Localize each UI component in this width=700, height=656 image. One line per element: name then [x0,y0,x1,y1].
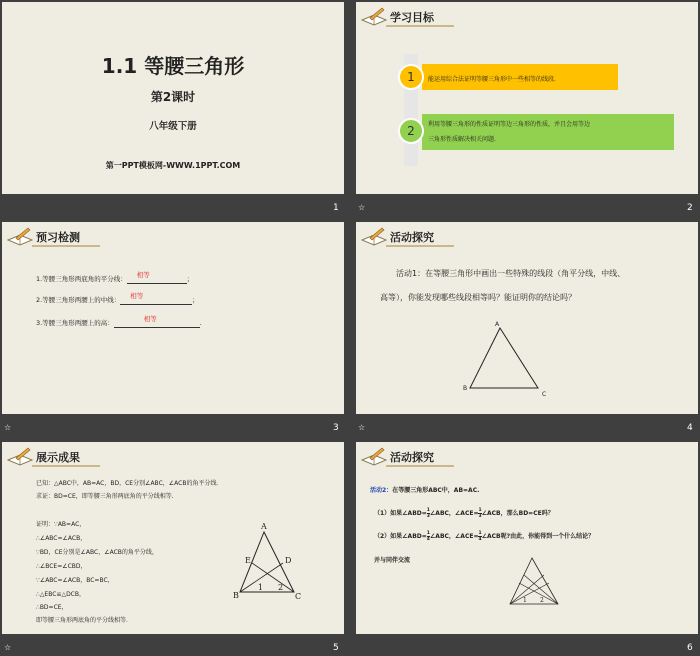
slide-6-thumbnail[interactable] [356,442,698,634]
header-title: 展示成果 [36,451,80,464]
activity-text-line-1: 活动1：在等腰三角形中画出一些特殊的线段（角平分线，中线、 [396,269,626,278]
slide-number-1: 1 [333,203,339,213]
vertex-label-d: D [285,556,292,565]
goal-text-2-line-2: 三角形性质解决相关问题. [428,136,496,143]
transition-star-icon: ☆ [4,643,12,652]
vertex-label-b: B [233,591,239,600]
slide-grade: 八年级下册 [149,121,197,132]
proof-line-3: ∵BD，CE分别是∠ABC，∠ACB的角平分线， [36,549,158,556]
question-1: 1.等腰三角形两底角的平分线： 相等 ； [36,271,194,283]
question-1: （1）如果∠ABD= $\frac{1}{3}$ ∠ABC，∠ACE= $\frac{1}{3}$ ∠ACB，那么BD=CE吗？ [374,508,554,519]
proof-line-1: 证明：∵AB=AC， [36,521,86,528]
activity-2-text: 在等腰三角形ABC中，AB=AC. [392,487,480,494]
proof-line-8: 即等腰三角形两底角的平分线相等． [36,617,133,624]
proof-line-6: ∴△EBC≌△DCB， [36,591,85,598]
header-title: 活动探究 [390,231,434,244]
slide-title: 1.1 等腰三角形 [101,54,245,78]
slide-site: 第一PPT模板网-WWW.1PPT.COM [105,161,241,170]
angle-label-1: 1 [523,597,527,604]
goal-text-1: 能运用综合法证明等腰三角形中一些相等的线段. [428,76,556,83]
goal-circle-1: 1 [398,64,424,90]
vertex-label-b: B [463,385,468,392]
prove-text: 求证：BD=CE，即等腰三角形两底角的平分线相等. [36,493,174,500]
vertex-label-c: C [295,592,302,601]
transition-star-icon: ☆ [4,423,12,432]
given-text: 已知：△ABC中，AB=AC，BD，CE分别∠ABC，∠ACB的角平分线． [36,480,223,487]
share-text: 并与同伴交流 [374,557,411,564]
transition-star-icon: ☆ [358,423,366,432]
header-title: 预习检测 [36,231,80,244]
header-title: 学习目标 [390,11,434,24]
question-2: 2.等腰三角形两腰上的中线： 相等 ； [36,292,199,304]
vertex-label-e: E [245,556,251,565]
isosceles-triangle-figure [356,222,698,414]
slide-number-2: 2 [687,203,693,213]
activity-2-label: 活动2： [370,487,393,494]
header-underline [386,25,454,27]
slide-4-thumbnail[interactable] [356,222,698,414]
proof-line-5: ∵∠ABC=∠ACB，BC=BC， [36,577,114,584]
answer-3: 相等 [143,315,157,323]
vertex-label-a: A [261,522,267,531]
slide-number-3: 3 [333,423,339,433]
slide-subtitle: 第2课时 [150,90,196,104]
angle-label-2: 2 [278,583,284,592]
slide-5-thumbnail[interactable] [2,442,344,634]
question-3: 3.等腰三角形两腰上的高： 相等 . [36,315,202,327]
angle-label-2: 2 [540,597,544,604]
answer-1: 相等 [136,271,150,279]
vertex-label-c: C [542,391,547,398]
vertex-label-a: A [495,321,500,328]
triangle-bisectors-figure [356,442,698,634]
slide-3-thumbnail[interactable] [2,222,344,414]
slide-number-6: 6 [687,643,693,653]
slide-2-thumbnail[interactable] [356,2,698,194]
transition-star-icon: ☆ [358,203,366,212]
slide-number-4: 4 [687,423,693,433]
proof-line-2: ∴∠ABC=∠ACB， [36,535,87,542]
header-underline [32,245,100,247]
goal-circle-2: 2 [398,118,424,144]
activity-text-line-2: 高等），你能发现哪些线段相等吗？能证明你的结论吗？ [380,293,576,302]
question-2: （2）如果∠ABD= $\frac{1}{4}$ ∠ABC，∠ACE= $\frac{1}{4}$ ∠ACB呢?由此，你能得到一个什么结论？ [374,531,595,542]
triangle-bisectors-figure [2,442,344,634]
proof-line-4: ∴∠BCE=∠CBD， [36,563,87,570]
goal-text-2-line-1: 利用等腰三角形的性质证明等边三角形的性质，并且会用等边 [428,121,591,128]
angle-label-1: 1 [258,583,264,592]
answer-2: 相等 [130,292,144,300]
slide-1-thumbnail[interactable] [2,2,344,194]
header-title: 活动探究 [390,451,434,464]
proof-line-7: ∴BD=CE， [36,604,68,611]
slide-number-5: 5 [333,643,339,653]
